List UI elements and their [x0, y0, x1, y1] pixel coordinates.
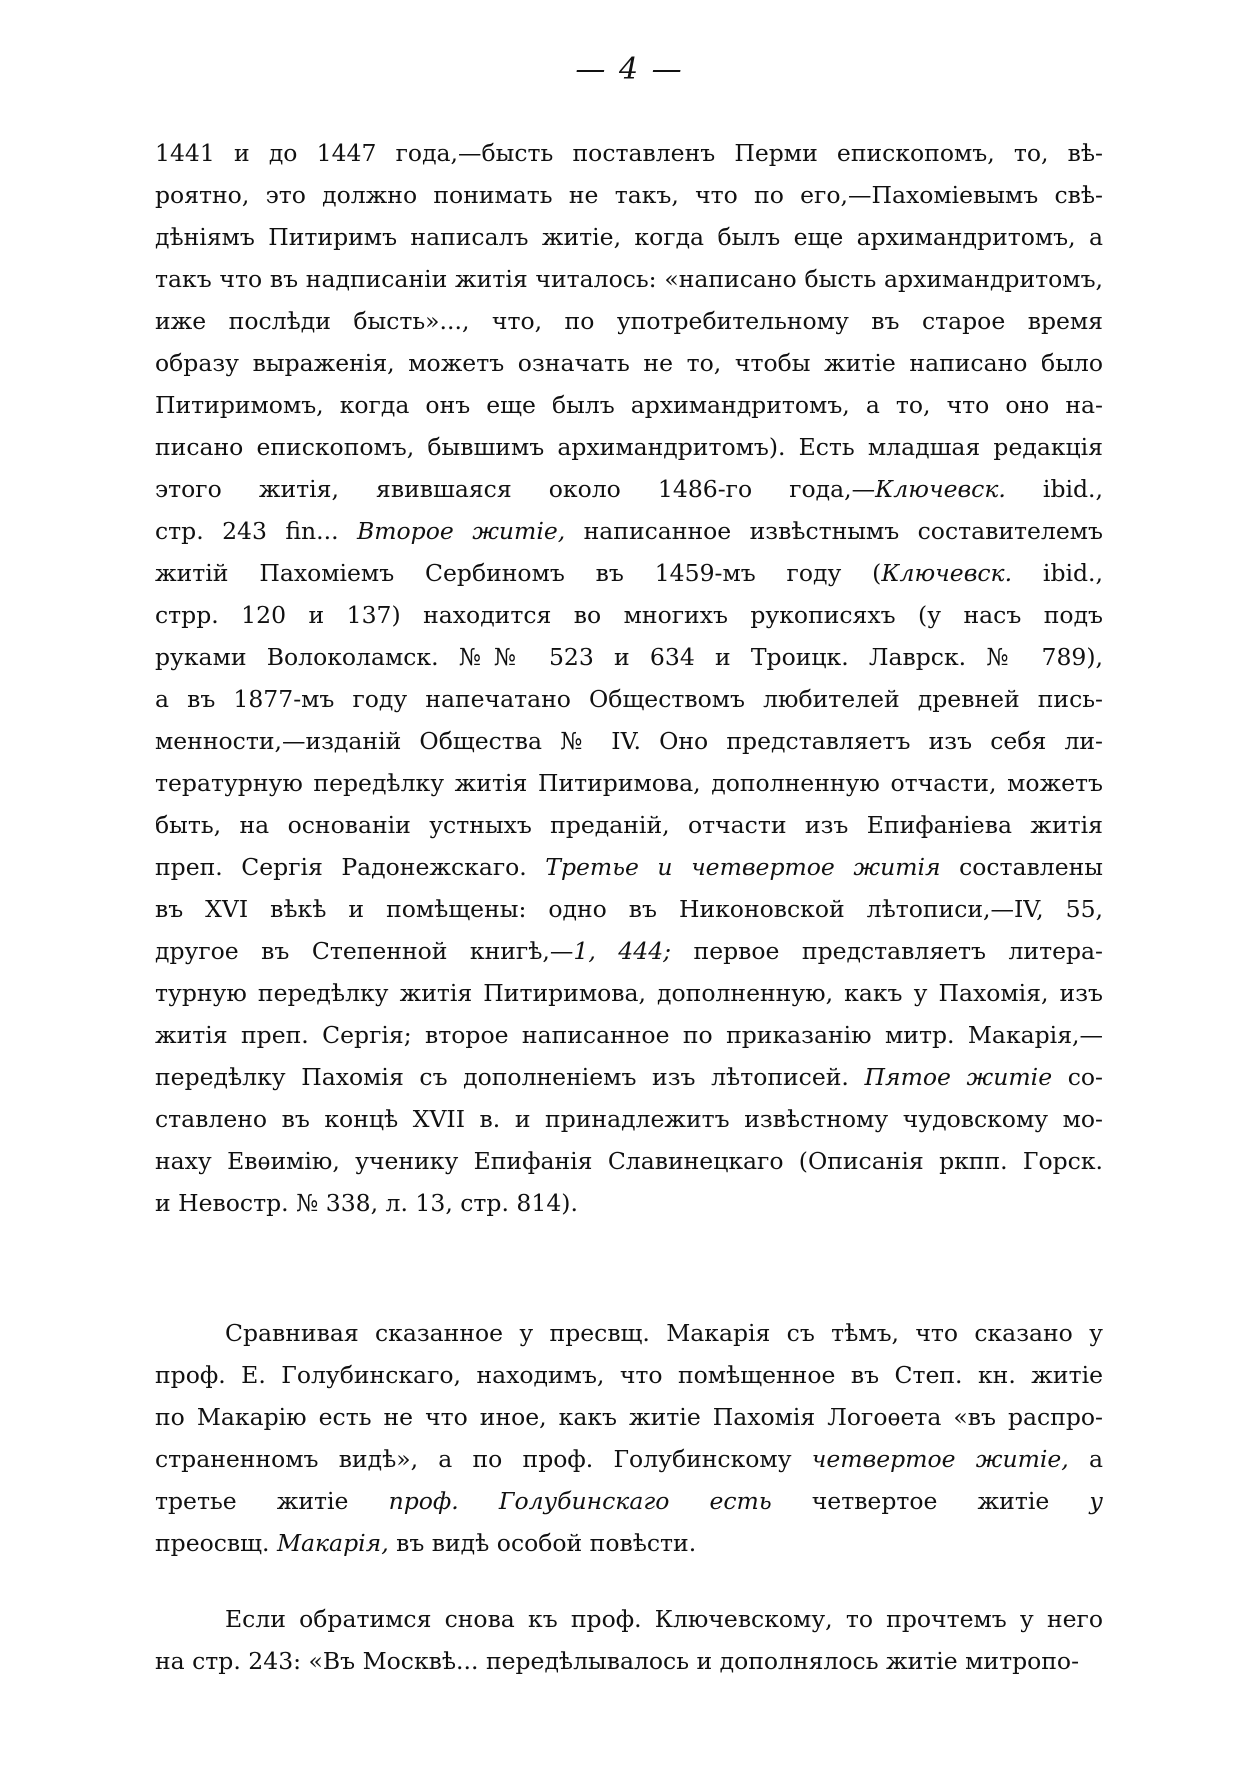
text-segment: въ видѣ особой повѣсти.	[388, 1529, 697, 1557]
text-segment: 1441 и до 1447 года,—бысть поставленъ Перми епископомъ, то, вѣ-	[155, 139, 1103, 167]
text-line	[155, 594, 1103, 636]
text-segment: житій Пахоміемъ Сербиномъ въ 1459-мъ году (	[155, 559, 882, 587]
paragraph-3	[155, 1598, 1103, 1682]
text-segment: написанное извѣстнымъ составителемъ	[565, 517, 1103, 545]
text-line	[155, 1598, 1103, 1640]
text-line	[155, 468, 1103, 510]
text-segment: на стр. 243: «Въ Москвѣ... передѣлывалось и дополнялось житіе митропо-	[155, 1647, 1080, 1675]
text-segment: ставлено въ концѣ XVII в. и принадлежитъ извѣстному чудовскому мо-	[155, 1105, 1103, 1133]
text-line	[155, 720, 1103, 762]
text-segment: проф. Е. Голубинскаго, находимъ, что помѣщенное въ Степ. кн. житіе	[155, 1361, 1103, 1389]
text-line	[155, 804, 1103, 846]
text-line	[155, 1640, 1103, 1682]
text-line	[155, 1438, 1103, 1480]
text-line	[155, 762, 1103, 804]
text-segment: писано епископомъ, бывшимъ архимандритомъ). Есть младшая редакція	[155, 433, 1103, 461]
text-line	[155, 930, 1103, 972]
italic-text: Макарія,	[276, 1529, 389, 1557]
text-line	[155, 552, 1103, 594]
italic-text: Ключевск.	[881, 559, 1013, 587]
text-segment: быть, на основаніи устныхъ преданій, отчасти изъ Епифаніева житія	[155, 811, 1103, 839]
text-segment: ibid.,	[1012, 559, 1103, 587]
text-segment: турную передѣлку житія Питиримова, дополненную, какъ у Пахомія, изъ	[155, 979, 1103, 1007]
paragraph-2	[155, 1312, 1103, 1564]
text-segment: роятно, это должно понимать не такъ, что по его,—Пахоміевымъ свѣ-	[155, 181, 1103, 209]
italic-text: 1, 444;	[573, 937, 672, 965]
text-segment: ibid.,	[1005, 475, 1103, 503]
italic-text: проф. Голубинскаго есть	[348, 1487, 812, 1515]
text-line	[155, 132, 1103, 174]
text-line	[155, 972, 1103, 1014]
text-segment: руками Волоколамск. №№ 523 и 634 и Троицк. Лаврск. № 789),	[155, 643, 1103, 671]
text-segment: Питиримомъ, когда онъ еще былъ архимандритомъ, а то, что оно на-	[155, 391, 1103, 419]
text-line	[155, 1312, 1103, 1354]
text-segment: со-	[1052, 1063, 1103, 1091]
text-line	[155, 846, 1103, 888]
text-line	[155, 678, 1103, 720]
text-segment: страненномъ видѣ», а по проф. Голубинскому	[155, 1445, 812, 1473]
text-segment: преп. Сергія Радонежскаго.	[155, 853, 546, 881]
italic-text: четвертое житіе,	[811, 1445, 1069, 1473]
text-line	[155, 300, 1103, 342]
text-line	[155, 1396, 1103, 1438]
text-segment: по Макарію есть не что иное, какъ житіе Пахомія Логоѳета «въ распро-	[155, 1403, 1103, 1431]
text-line	[155, 1014, 1103, 1056]
text-segment: житія преп. Сергія; второе написанное по приказанію митр. Макарія,—	[155, 1021, 1103, 1049]
text-segment: тературную передѣлку житія Питиримова, дополненную отчасти, можетъ	[155, 769, 1103, 797]
text-segment: а въ 1877-мъ году напечатано Обществомъ любителей древней пись-	[155, 685, 1103, 713]
text-segment: передѣлку Пахомія съ дополненіемъ изъ лѣтописей.	[155, 1063, 865, 1091]
text-segment: другое въ Степенной книгѣ,—	[155, 937, 574, 965]
text-segment: образу выраженія, можетъ означать не то, чтобы житіе написано было	[155, 349, 1103, 377]
text-segment: стр. 243 fin...	[155, 517, 357, 545]
text-segment: составлены	[940, 853, 1103, 881]
text-line	[155, 636, 1103, 678]
italic-text: Пятое житіе	[864, 1063, 1053, 1091]
text-line	[155, 1098, 1103, 1140]
text-segment: въ XVI вѣкѣ и помѣщены: одно въ Никоновской лѣтописи,—IV, 55,	[155, 895, 1103, 923]
text-segment: наху Евѳимію, ученику Епифанія Славинецкаго (Описанія ркпп. Горск.	[155, 1147, 1103, 1175]
text-segment: третье житіе	[155, 1487, 349, 1515]
text-line	[155, 1522, 1103, 1564]
text-line	[155, 174, 1103, 216]
page-number: — 4 —	[575, 52, 684, 87]
text-line	[155, 1354, 1103, 1396]
text-segment: и Невостр. № 338, л. 13, стр. 814).	[155, 1189, 578, 1217]
text-segment: этого житія, явившаяся около 1486-го года,—	[155, 475, 876, 503]
italic-text: Ключевск.	[875, 475, 1006, 503]
text-segment: дѣніямъ Питиримъ написалъ житіе, когда былъ еще архимандритомъ, а	[155, 223, 1103, 251]
text-segment: а	[1068, 1445, 1103, 1473]
text-line	[155, 258, 1103, 300]
text-line	[155, 1182, 1103, 1224]
text-segment: стрр. 120 и 137) находится во многихъ рукописяхъ (у насъ подъ	[155, 601, 1103, 629]
text-segment: иже послѣди бысть»..., что, по употребительному въ старое время	[155, 307, 1103, 335]
text-segment: четвертое житіе	[811, 1487, 1050, 1515]
italic-text: Второе житіе,	[356, 517, 566, 545]
text-line	[155, 1056, 1103, 1098]
text-segment: менности,—изданій Общества № IV. Оно представляетъ изъ себя ли-	[155, 727, 1103, 755]
text-segment: такъ что въ надписаніи житія читалось: «написано бысть архимандритомъ,	[155, 265, 1103, 293]
text-line	[155, 426, 1103, 468]
text-line	[155, 216, 1103, 258]
text-line	[155, 384, 1103, 426]
paragraph-1	[155, 132, 1103, 1224]
text-line	[155, 342, 1103, 384]
text-segment: преосвщ.	[155, 1529, 277, 1557]
italic-text: Третье и четвертое житія	[545, 853, 941, 881]
text-line	[155, 888, 1103, 930]
text-segment: Если обратимся снова къ проф. Ключевскому, то прочтемъ у него	[225, 1605, 1103, 1633]
text-segment: Сравнивая сказанное у пресвщ. Макарія съ тѣмъ, что сказано у	[225, 1319, 1103, 1347]
text-segment: первое представляетъ литера-	[671, 937, 1103, 965]
text-line	[155, 510, 1103, 552]
italic-text: у	[1049, 1487, 1103, 1515]
text-line	[155, 1480, 1103, 1522]
text-line	[155, 1140, 1103, 1182]
